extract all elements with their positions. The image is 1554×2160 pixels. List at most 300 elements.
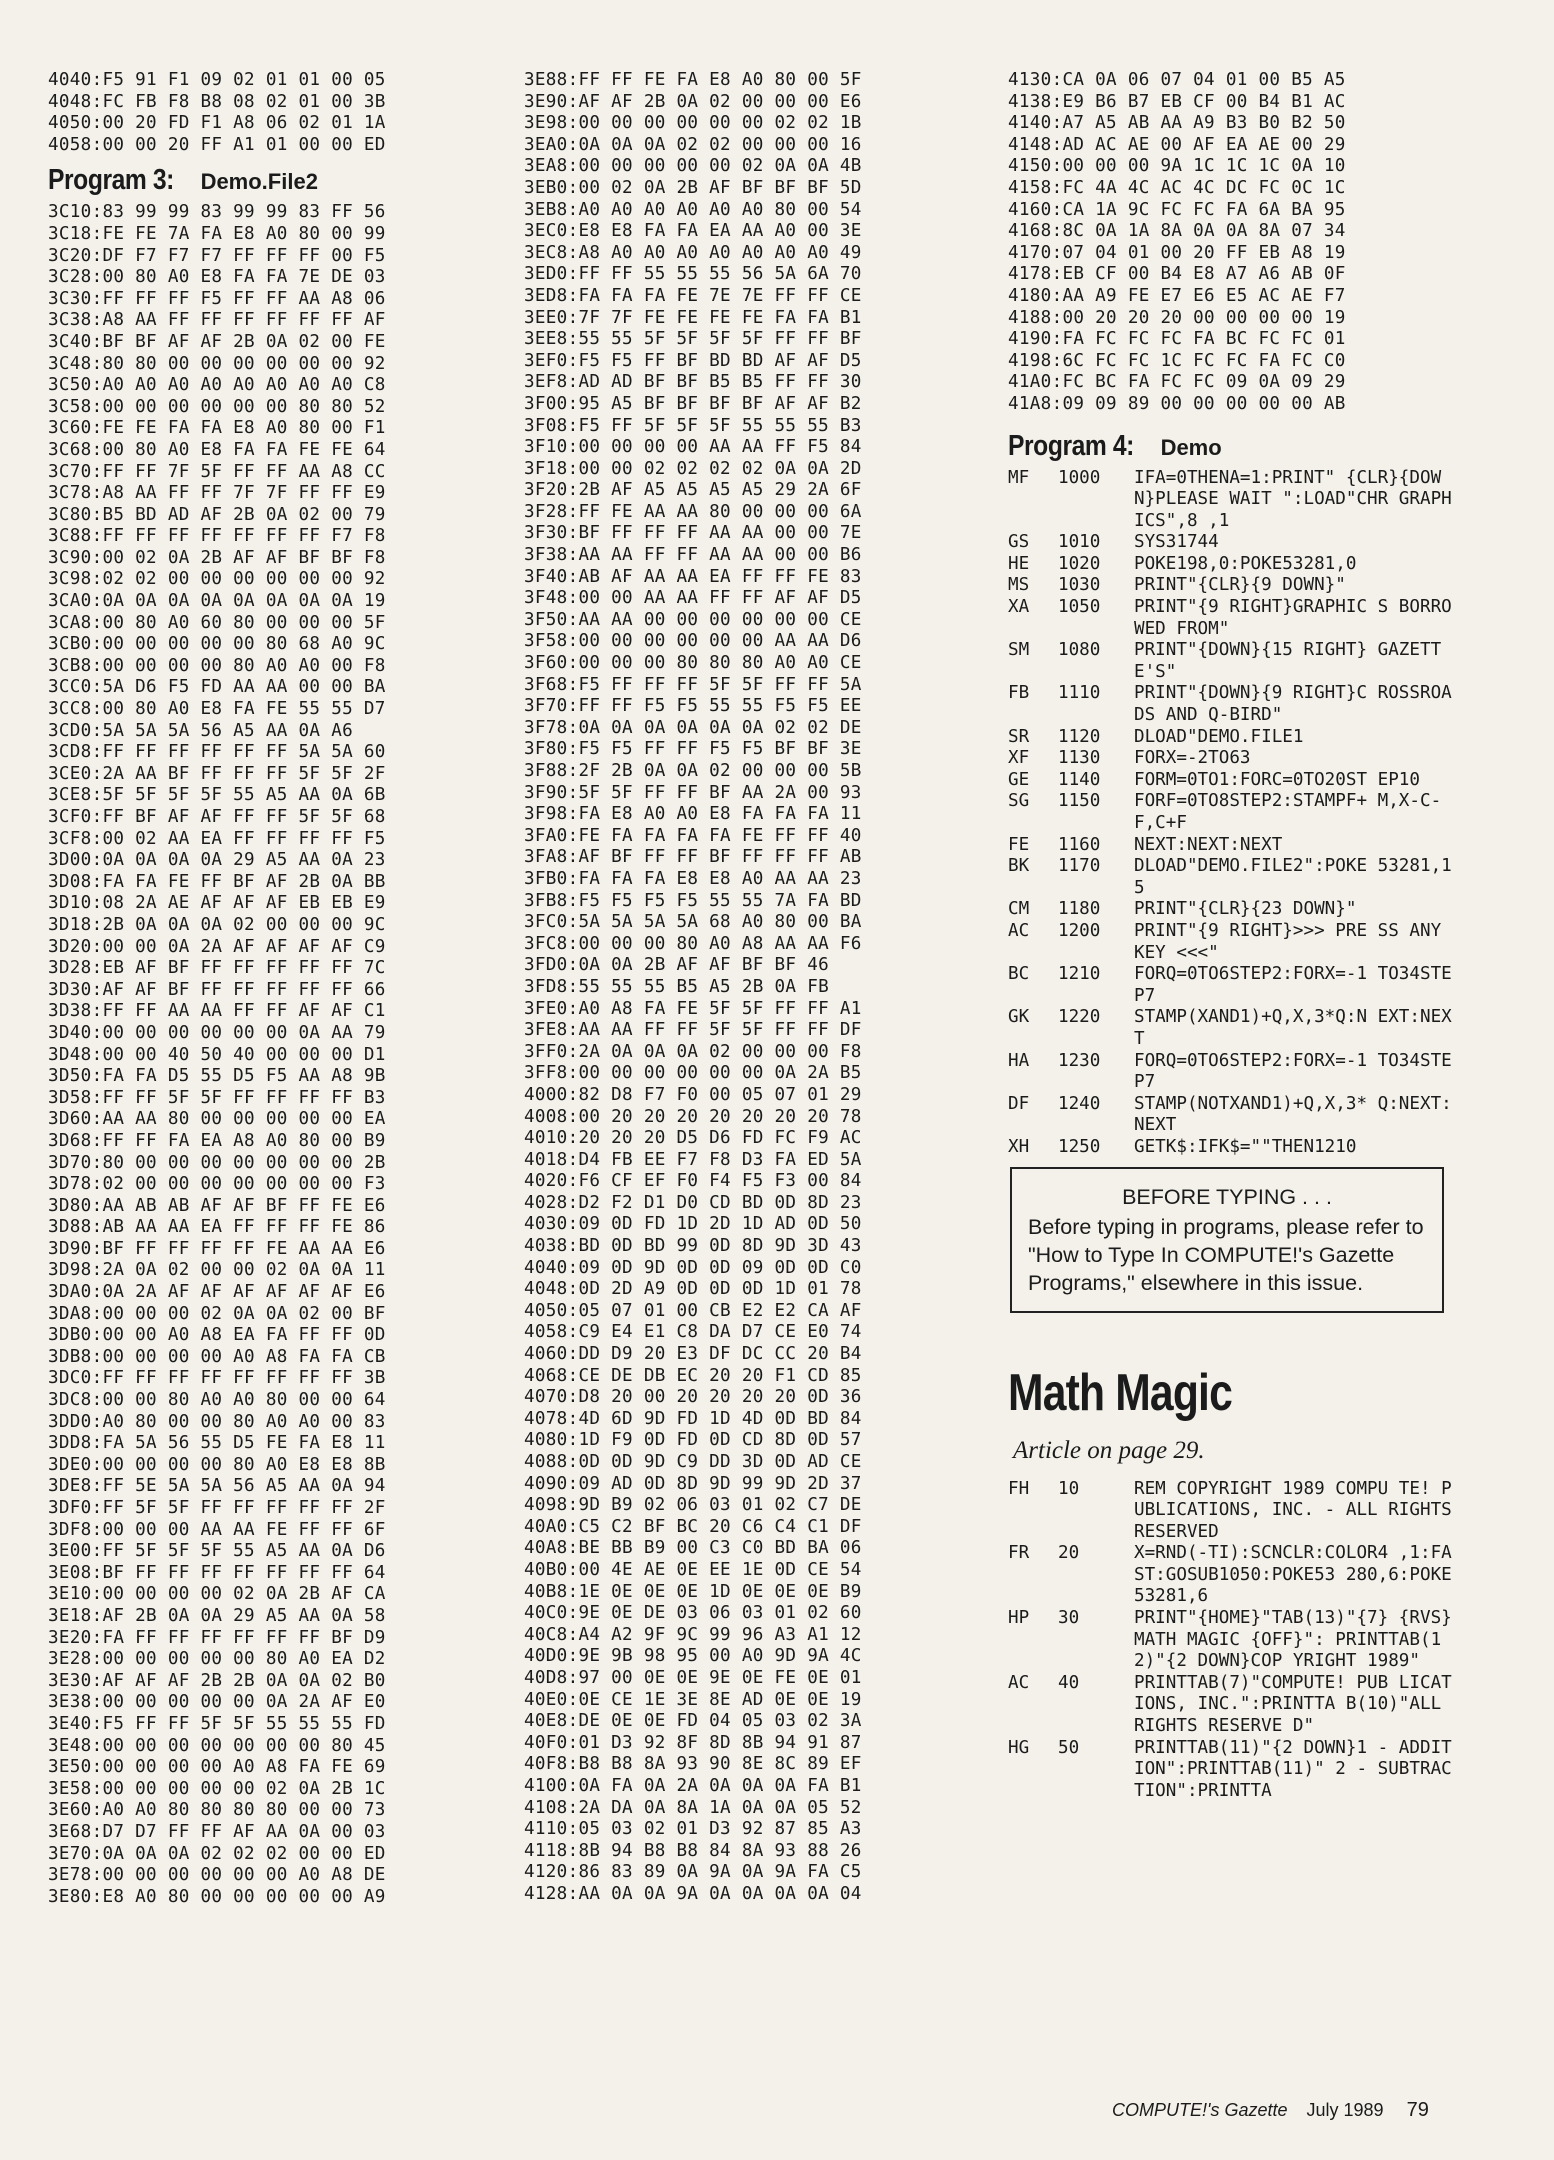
- hex-line: 40B0:00 4E AE 0E EE 1E 0D CE 54: [524, 1559, 862, 1580]
- program-line: [1008, 1673, 1458, 1738]
- hex-line: 3F10:00 00 00 00 AA AA FF F5 84: [524, 437, 862, 458]
- hex-line: 3F98:FA E8 A0 A0 E8 FA FA FA 11: [524, 804, 862, 825]
- hex-line: 3CA0:0A 0A 0A 0A 0A 0A 0A 0A 19: [48, 591, 386, 612]
- hex-line: 3E48:00 00 00 00 00 00 00 80 45: [48, 1735, 386, 1756]
- program-3-heading: [48, 162, 518, 198]
- math-magic-listing: [1008, 1478, 1463, 1803]
- checksum-code: CM: [1008, 899, 1030, 920]
- hex-line: 3F68:F5 FF FF FF 5F 5F FF FF 5A: [524, 674, 862, 695]
- hex-line: 3E38:00 00 00 00 00 0A 2A AF E0: [48, 1692, 386, 1713]
- hex-line: 3C10:83 99 99 83 99 99 83 FF 56: [48, 202, 386, 223]
- checksum-code: FE: [1008, 834, 1030, 855]
- hex-line: 40A8:BE BB B9 00 C3 C0 BD BA 06: [524, 1538, 862, 1559]
- line-text: PRINTTAB(7)"COMPUTE! PUB LICATIONS, INC.":PRINTTA B(10)"ALL RIGHTS RESERVE D": [1134, 1672, 1452, 1737]
- hex-line: 3FC8:00 00 00 80 A0 A8 AA AA F6: [524, 933, 862, 954]
- hex-line: 4048:0D 2D A9 0D 0D 0D 1D 01 78: [524, 1279, 862, 1300]
- program-line: [1008, 683, 1458, 726]
- program-line: [1008, 640, 1458, 683]
- checksum-code: HP: [1008, 1608, 1030, 1629]
- hex-line: 3D90:BF FF FF FF FF FE AA AA E6: [48, 1238, 386, 1259]
- line-text: PRINT"{CLR}{23 DOWN}": [1134, 899, 1357, 920]
- hex-line: 3E60:A0 A0 80 80 80 80 00 00 73: [48, 1800, 386, 1821]
- line-number: 20: [1058, 1543, 1080, 1564]
- program-line: [1008, 770, 1458, 792]
- hex-line: 40D8:97 00 0E 0E 9E 0E FE 0E 01: [524, 1667, 862, 1688]
- hex-line: 40E0:0E CE 1E 3E 8E AD 0E 0E 19: [524, 1689, 862, 1710]
- hex-line: 4140:A7 A5 AB AA A9 B3 B0 B2 50: [1008, 113, 1346, 134]
- hex-line: 4088:0D 0D 9D C9 DD 3D 0D AD CE: [524, 1452, 862, 1472]
- line-text: PRINT"{9 RIGHT}GRAPHIC S BORROWED FROM": [1134, 597, 1452, 639]
- hex-line: 3CB8:00 00 00 00 80 A0 A0 00 F8: [48, 655, 386, 676]
- hex-line: 3C68:00 80 A0 E8 FA FA FE FE 64: [48, 439, 386, 460]
- program-line: [1008, 468, 1458, 533]
- hex-line: 3D30:AF AF BF FF FF FF FF FF 66: [48, 979, 386, 1000]
- program-line: [1008, 1007, 1458, 1050]
- hex-line: 3E18:AF 2B 0A 0A 29 A5 AA 0A 58: [48, 1605, 386, 1626]
- hex-line: 3D68:FF FF FA EA A8 A0 80 00 B9: [48, 1130, 386, 1151]
- line-text: FORQ=0TO6STEP2:FORX=-1 TO34STEP7: [1134, 964, 1452, 1006]
- program-line: [1008, 964, 1458, 1007]
- hex-line: 3CD8:FF FF FF FF FF FF 5A 5A 60: [48, 742, 386, 763]
- hex-line: 3C78:A8 AA FF FF 7F 7F FF FF E9: [48, 483, 386, 504]
- column-1: [48, 70, 518, 1908]
- line-text: FORX=-2TO63: [1134, 748, 1251, 769]
- hex-line: 4130:CA 0A 06 07 04 01 00 B5 A5: [1008, 70, 1346, 90]
- checksum-code: MF: [1008, 467, 1030, 488]
- hex-line: 3D58:FF FF 5F 5F FF FF FF FF B3: [48, 1087, 386, 1108]
- program-4-heading: [1008, 428, 1458, 464]
- line-number: 1250: [1058, 1136, 1101, 1157]
- hex-line: 3CF8:00 02 AA EA FF FF FF FF F5: [48, 828, 386, 849]
- hex-line: 4028:D2 F2 D1 D0 CD BD 0D 8D 23: [524, 1192, 862, 1213]
- hex-line: 4058:00 00 20 FF A1 01 00 00 ED: [48, 134, 386, 155]
- hex-line: 3C40:BF BF AF AF 2B 0A 02 00 FE: [48, 331, 386, 352]
- hex-line: 3F80:F5 F5 FF FF F5 F5 BF BF 3E: [524, 739, 862, 760]
- hex-line: 3DD0:A0 80 00 00 80 A0 A0 00 83: [48, 1411, 386, 1432]
- line-number: 1140: [1058, 769, 1101, 790]
- hex-line: 4048:FC FB F8 B8 08 02 01 00 3B: [48, 91, 386, 112]
- checksum-code: SG: [1008, 791, 1030, 812]
- line-text: X=RND(-TI):SCNCLR:COLOR4 ,1:FAST:GOSUB1050:POKE53 280,6:POKE53281,6: [1134, 1543, 1452, 1607]
- hex-line: 4000:82 D8 F7 F0 00 05 07 01 29: [524, 1084, 862, 1105]
- checksum-code: GE: [1008, 769, 1030, 790]
- hex-line: 3E70:0A 0A 0A 02 02 02 00 00 ED: [48, 1843, 386, 1864]
- program-4-label: Program 4:: [1008, 429, 1134, 462]
- hex-line: 3C88:FF FF FF FF FF FF FF F7 F8: [48, 526, 386, 547]
- hex-line: 40C0:9E 0E DE 03 06 03 01 02 60: [524, 1603, 862, 1624]
- program-line: [1008, 748, 1458, 770]
- program-line: [1008, 1051, 1458, 1094]
- program-line: [1008, 1137, 1458, 1159]
- hex-line: 3F20:2B AF A5 A5 A5 A5 29 2A 6F: [524, 480, 862, 501]
- hex-line: 3FD0:0A 0A 2B AF AF BF BF 46: [524, 955, 829, 976]
- hex-line: 3D78:02 00 00 00 00 00 00 00 F3: [48, 1174, 386, 1195]
- hex-line: 4110:05 03 02 01 D3 92 87 85 A3: [524, 1819, 862, 1840]
- hex-line: 3FF8:00 00 00 00 00 00 0A 2A B5: [524, 1063, 862, 1084]
- line-text: GETK$:IFK$=""THEN1210: [1134, 1136, 1357, 1157]
- hex-line: 3EE0:7F 7F FE FE FE FE FA FA B1: [524, 307, 862, 328]
- hex-line: 4150:00 00 00 9A 1C 1C 1C 0A 10: [1008, 156, 1346, 177]
- program-line: [1008, 532, 1458, 554]
- program-line: [1008, 597, 1458, 640]
- hex-line: 4008:00 20 20 20 20 20 20 20 78: [524, 1106, 862, 1127]
- hex-line: 40C8:A4 A2 9F 9C 99 96 A3 A1 12: [524, 1624, 862, 1645]
- hex-line: 3CA8:00 80 A0 60 80 00 00 00 5F: [48, 612, 386, 633]
- hex-listing-continued: [524, 70, 1004, 1905]
- hex-line: 3E88:FF FF FE FA E8 A0 80 00 5F: [524, 70, 862, 90]
- checksum-code: HG: [1008, 1737, 1030, 1758]
- hex-line: 4068:CE DE DB EC 20 20 F1 CD 85: [524, 1365, 862, 1386]
- line-number: 1110: [1058, 683, 1101, 704]
- hex-line: 3F50:AA AA 00 00 00 00 00 00 CE: [524, 609, 862, 630]
- hex-line: 3F28:FF FE AA AA 80 00 00 00 6A: [524, 501, 862, 522]
- hex-line: 3E10:00 00 00 00 02 0A 2B AF CA: [48, 1584, 386, 1605]
- hex-line: 3DF0:FF 5F 5F FF FF FF FF FF 2F: [48, 1498, 386, 1518]
- line-number: 1030: [1058, 575, 1101, 596]
- program-3-name: Demo.File2: [200, 169, 318, 195]
- checksum-code: BC: [1008, 964, 1030, 985]
- hex-line: 3EA0:0A 0A 0A 02 02 00 00 00 16: [524, 134, 862, 155]
- hex-line: 3CE0:2A AA BF FF FF FF 5F 5F 2F: [48, 763, 386, 784]
- hex-line: 3DE8:FF 5E 5A 5A 56 A5 AA 0A 94: [48, 1476, 386, 1497]
- checksum-code: AC: [1008, 920, 1030, 941]
- line-text: IFA=0THENA=1:PRINT" {CLR}{DOWN}PLEASE WAIT ":LOAD"CHR GRAPHICS",8 ,1: [1134, 467, 1452, 531]
- line-text: DLOAD"DEMO.FILE1: [1134, 726, 1304, 747]
- hex-line: 3EC8:A8 A0 A0 A0 A0 A0 A0 A0 49: [524, 242, 862, 263]
- hex-line: 3E30:AF AF AF 2B 2B 0A 0A 02 B0: [48, 1670, 386, 1691]
- hex-line: 40A0:C5 C2 BF BC 20 C6 C4 C1 DF: [524, 1516, 862, 1537]
- hex-line: 3D40:00 00 00 00 00 00 0A AA 79: [48, 1022, 386, 1043]
- hex-line: 3FF0:2A 0A 0A 0A 02 00 00 00 F8: [524, 1041, 862, 1062]
- hex-line: 3F70:FF FF F5 F5 55 55 F5 F5 EE: [524, 696, 862, 717]
- hex-line: 3CC0:5A D6 F5 FD AA AA 00 00 BA: [48, 677, 386, 698]
- hex-line: 3DF8:00 00 00 AA AA FE FF FF 6F: [48, 1519, 386, 1540]
- hex-line: 3D00:0A 0A 0A 0A 29 A5 AA 0A 23: [48, 850, 386, 871]
- hex-line: 3C98:02 02 00 00 00 00 00 00 92: [48, 569, 386, 590]
- hex-line: 4138:E9 B6 B7 EB CF 00 B4 B1 AC: [1008, 91, 1346, 112]
- hex-line: 3D38:FF FF AA AA FF FF AF AF C1: [48, 1001, 386, 1022]
- line-number: 1240: [1058, 1093, 1101, 1114]
- line-number: 10: [1058, 1478, 1080, 1499]
- column-2: [524, 70, 1004, 1905]
- line-number: 1130: [1058, 748, 1101, 769]
- program-4-listing: [1008, 468, 1458, 1159]
- hex-line: 40F8:B8 B8 8A 93 90 8E 8C 89 EF: [524, 1754, 862, 1775]
- hex-line: 3EB0:00 02 0A 2B AF BF BF BF 5D: [524, 177, 862, 198]
- hex-line: 4050:05 07 01 00 CB E2 E2 CA AF: [524, 1300, 862, 1321]
- hex-line: 3FC0:5A 5A 5A 5A 68 A0 80 00 BA: [524, 912, 862, 933]
- line-text: STAMP(XAND1)+Q,X,3*Q:N EXT:NEXT: [1134, 1007, 1452, 1049]
- hex-line: 3FB0:FA FA FA E8 E8 A0 AA AA 23: [524, 868, 862, 889]
- line-number: 30: [1058, 1608, 1080, 1629]
- program-line: [1008, 835, 1458, 857]
- hex-line: 3C90:00 02 0A 2B AF AF BF BF F8: [48, 547, 386, 568]
- hex-listing-end: [1008, 70, 1458, 416]
- hex-line: 3C58:00 00 00 00 00 00 80 80 52: [48, 396, 386, 417]
- hex-line: 4010:20 20 20 D5 D6 FD FC F9 AC: [524, 1128, 862, 1149]
- line-number: 1150: [1058, 791, 1101, 812]
- program-line: [1008, 899, 1458, 921]
- hex-line: 3C38:A8 AA FF FF FF FF FF FF AF: [48, 310, 386, 331]
- line-number: 1210: [1058, 964, 1101, 985]
- hex-line: 3ED0:FF FF 55 55 55 56 5A 6A 70: [524, 264, 862, 285]
- hex-line: 3E78:00 00 00 00 00 00 A0 A8 DE: [48, 1865, 386, 1886]
- hex-line: 40E8:DE 0E 0E FD 04 05 03 02 3A: [524, 1711, 862, 1732]
- hex-line: 3E50:00 00 00 00 A0 A8 FA FE 69: [48, 1757, 386, 1778]
- line-text: PRINT"{DOWN}{9 RIGHT}C ROSSROADS AND Q-BIRD": [1134, 683, 1452, 726]
- line-text: NEXT:NEXT:NEXT: [1134, 834, 1283, 855]
- hex-line: 3FA8:AF BF FF FF BF FF FF FF AB: [524, 847, 862, 868]
- checksum-code: FB: [1008, 683, 1030, 704]
- program-line: [1008, 1094, 1458, 1137]
- checksum-code: MS: [1008, 575, 1030, 596]
- hex-line: 3EB8:A0 A0 A0 A0 A0 A0 80 00 54: [524, 199, 862, 220]
- notice-title: BEFORE TYPING . . .: [1122, 1184, 1332, 1209]
- hex-line: 4060:DD D9 20 E3 DF DC CC 20 B4: [524, 1344, 862, 1365]
- hex-line: 3FE0:A0 A8 FA FE 5F 5F FF FF A1: [524, 998, 862, 1019]
- line-number: 1200: [1058, 920, 1101, 941]
- line-number: 1230: [1058, 1050, 1101, 1071]
- hex-line: 3D20:00 00 0A 2A AF AF AF AF C9: [48, 936, 386, 957]
- publication-name: COMPUTE!'s Gazette: [1112, 2100, 1288, 2120]
- hex-line: 3E20:FA FF FF FF FF FF FF BF D9: [48, 1627, 386, 1648]
- hex-line: 3C80:B5 BD AD AF 2B 0A 02 00 79: [48, 504, 386, 525]
- line-number: 1050: [1058, 597, 1101, 618]
- hex-line: 3E68:D7 D7 FF FF AF AA 0A 00 03: [48, 1821, 386, 1842]
- checksum-code: SR: [1008, 726, 1030, 747]
- hex-line: 4038:BD 0D BD 99 0D 8D 9D 3D 43: [524, 1236, 862, 1257]
- hex-line: 3CE8:5F 5F 5F 5F 55 A5 AA 0A 6B: [48, 785, 386, 806]
- checksum-code: AC: [1008, 1672, 1030, 1693]
- hex-line: 3E28:00 00 00 00 00 80 A0 EA D2: [48, 1649, 386, 1670]
- checksum-code: GS: [1008, 532, 1030, 553]
- math-magic-title: Math Magic: [1008, 1363, 1232, 1422]
- line-number: 1120: [1058, 726, 1101, 747]
- notice-body: Before typing in programs, please refer to "How to Type In COMPUTE!'s Gazette Programs," elsewhere in this issue.: [1028, 1214, 1424, 1295]
- hex-line: 3CC8:00 80 A0 E8 FA FE 55 55 D7: [48, 699, 386, 720]
- hex-line: 40B8:1E 0E 0E 0E 1D 0E 0E 0E B9: [524, 1581, 862, 1602]
- checksum-code: SM: [1008, 640, 1030, 661]
- hex-line: 3CF0:FF BF AF AF FF FF 5F 5F 68: [48, 807, 386, 827]
- program-line: [1008, 791, 1458, 834]
- hex-line: 3F90:5F 5F FF FF BF AA 2A 00 93: [524, 782, 862, 803]
- hex-line: 3D10:08 2A AE AF AF AF EB EB E9: [48, 893, 386, 914]
- line-text: REM COPYRIGHT 1989 COMPU TE! PUBLICATIONS, INC. - ALL RIGHTS RESERVED: [1134, 1478, 1463, 1542]
- hex-line: 3F00:95 A5 BF BF BF BF AF AF B2: [524, 393, 862, 414]
- hex-line: 3D08:FA FA FE FF BF AF 2B 0A BB: [48, 871, 386, 892]
- hex-line: 3F48:00 00 AA AA FF FF AF AF D5: [524, 588, 862, 609]
- hex-line: 3ED8:FA FA FA FE 7E 7E FF FF CE: [524, 285, 862, 306]
- page-footer: [1112, 2099, 1429, 2122]
- line-text: PRINTTAB(11)"{2 DOWN}1 - ADDITION":PRINTTAB(11)" 2 - SUBTRACTION":PRINTTA: [1134, 1737, 1452, 1801]
- hex-line: 4160:CA 1A 9C FC FC FA 6A BA 95: [1008, 199, 1346, 220]
- line-number: 1010: [1058, 532, 1101, 553]
- hex-line: 3D98:2A 0A 02 00 00 02 0A 0A 11: [48, 1260, 386, 1281]
- hex-line: 4158:FC 4A 4C AC 4C DC FC 0C 1C: [1008, 177, 1346, 198]
- hex-line: 41A8:09 09 89 00 00 00 00 00 AB: [1008, 393, 1346, 414]
- hex-line: 3D70:80 00 00 00 00 00 00 00 2B: [48, 1152, 386, 1173]
- program-line: [1008, 856, 1458, 899]
- page-number: 79: [1406, 2099, 1429, 2121]
- checksum-code: HA: [1008, 1050, 1030, 1071]
- checksum-code: GK: [1008, 1007, 1030, 1028]
- hex-line: 3FD8:55 55 55 B5 A5 2B 0A FB: [524, 976, 829, 997]
- line-number: 1020: [1058, 553, 1101, 574]
- hex-line: 3C60:FE FE FA FA E8 A0 80 00 F1: [48, 418, 386, 439]
- hex-line: 4050:00 20 FD F1 A8 06 02 01 1A: [48, 113, 386, 134]
- hex-line: 3EA8:00 00 00 00 00 02 0A 0A 4B: [524, 156, 862, 177]
- program-line: [1008, 921, 1458, 964]
- program-line: [1008, 1608, 1463, 1673]
- hex-line: 40D0:9E 9B 98 95 00 A0 9D 9A 4C: [524, 1646, 862, 1667]
- hex-line: 3E08:BF FF FF FF FF FF FF FF 64: [48, 1562, 386, 1583]
- hex-line: 3F18:00 00 02 02 02 02 0A 0A 2D: [524, 458, 862, 479]
- program-line: [1008, 1543, 1458, 1608]
- program-line: [1008, 575, 1458, 597]
- hex-line: 3DC0:FF FF FF FF FF FF FF FF 3B: [48, 1368, 386, 1389]
- hex-line: 3E90:AF AF 2B 0A 02 00 00 00 E6: [524, 91, 862, 112]
- hex-line: 3FA0:FE FA FA FA FA FE FF FF 40: [524, 825, 862, 846]
- hex-line: 4058:C9 E4 E1 C8 DA D7 CE E0 74: [524, 1322, 862, 1343]
- hex-line: 3D60:AA AA 80 00 00 00 00 00 EA: [48, 1109, 386, 1130]
- hex-line: 3E00:FF 5F 5F 5F 55 A5 AA 0A D6: [48, 1541, 386, 1562]
- hex-line: 3EE8:55 55 5F 5F 5F 5F FF FF BF: [524, 329, 862, 350]
- hex-line: 4188:00 20 20 20 00 00 00 00 19: [1008, 307, 1346, 328]
- hex-line: 4020:F6 CF EF F0 F4 F5 F3 00 84: [524, 1171, 862, 1192]
- checksum-code: HE: [1008, 553, 1030, 574]
- hex-line: 4098:9D B9 02 06 03 01 02 C7 DE: [524, 1495, 862, 1516]
- hex-line: 3C70:FF FF 7F 5F FF FF AA A8 CC: [48, 461, 386, 482]
- line-number: 1180: [1058, 899, 1101, 920]
- hex-line: 3D28:EB AF BF FF FF FF FF FF 7C: [48, 958, 386, 979]
- hex-line: 3EF0:F5 F5 FF BF BD BD AF AF D5: [524, 350, 862, 371]
- hex-line: 4190:FA FC FC FC FA BC FC FC 01: [1008, 329, 1346, 350]
- checksum-code: DF: [1008, 1093, 1030, 1114]
- hex-line: 4198:6C FC FC 1C FC FC FA FC C0: [1008, 350, 1346, 371]
- hex-line: 4148:AD AC AE 00 AF EA AE 00 29: [1008, 134, 1346, 155]
- hex-line: 3DA8:00 00 00 02 0A 0A 02 00 BF: [48, 1303, 386, 1324]
- hex-line: 3F30:BF FF FF FF AA AA 00 00 7E: [524, 523, 862, 544]
- hex-line: 4040:09 0D 9D 0D 0D 09 0D 0D C0: [524, 1257, 862, 1278]
- checksum-code: FH: [1008, 1478, 1030, 1499]
- line-text: STAMP(NOTXAND1)+Q,X,3* Q:NEXT:NEXT: [1134, 1093, 1452, 1136]
- hex-line: 3D18:2B 0A 0A 0A 02 00 00 00 9C: [48, 914, 386, 935]
- program-4-name: Demo: [1160, 434, 1222, 460]
- hex-line: 3DB0:00 00 A0 A8 EA FA FF FF 0D: [48, 1325, 386, 1346]
- checksum-code: BK: [1008, 856, 1030, 877]
- hex-line: 4178:EB CF 00 B4 E8 A7 A6 AB 0F: [1008, 264, 1346, 285]
- hex-line: 3E40:F5 FF FF 5F 5F 55 55 55 FD: [48, 1713, 386, 1734]
- line-number: 1000: [1058, 467, 1101, 488]
- hex-line: 4120:86 83 89 0A 9A 0A 9A FA C5: [524, 1862, 862, 1883]
- hex-line: 4128:AA 0A 0A 9A 0A 0A 0A 0A 04: [524, 1883, 862, 1904]
- hex-line: 3DE0:00 00 00 00 80 A0 E8 E8 8B: [48, 1454, 386, 1475]
- program-line: [1008, 1478, 1463, 1544]
- hex-line: 3C50:A0 A0 A0 A0 A0 A0 A0 A0 C8: [48, 375, 386, 396]
- hex-line: 4040:F5 91 F1 09 02 01 01 00 05: [48, 70, 386, 90]
- hex-listing-top: [48, 70, 518, 156]
- line-text: FORF=0TO8STEP2:STAMPF+ M,X-C-F,C+F: [1134, 791, 1442, 833]
- hex-line: 3FE8:AA AA FF FF 5F 5F FF FF DF: [524, 1020, 862, 1041]
- line-number: 1080: [1058, 640, 1101, 661]
- line-text: FORQ=0TO6STEP2:FORX=-1 TO34STEP7: [1134, 1050, 1452, 1093]
- program-line: [1008, 727, 1458, 749]
- program-3-label: Program 3:: [48, 164, 174, 197]
- line-number: 1170: [1058, 856, 1101, 877]
- hex-line: 3F38:AA AA FF FF AA AA 00 00 B6: [524, 545, 862, 566]
- hex-line: 4118:8B 94 B8 B8 84 8A 93 88 26: [524, 1840, 862, 1861]
- hex-line: 3C18:FE FE 7A FA E8 A0 80 00 99: [48, 223, 386, 244]
- hex-line: 3DD8:FA 5A 56 55 D5 FE FA E8 11: [48, 1433, 386, 1454]
- hex-line: 3E58:00 00 00 00 00 02 0A 2B 1C: [48, 1778, 386, 1799]
- checksum-code: FR: [1008, 1543, 1030, 1564]
- hex-line: 3F88:2F 2B 0A 0A 02 00 00 00 5B: [524, 761, 862, 781]
- hex-line: 3E98:00 00 00 00 00 00 02 02 1B: [524, 113, 862, 134]
- line-text: DLOAD"DEMO.FILE2":POKE 53281,15: [1134, 856, 1452, 898]
- hex-line: 4018:D4 FB EE F7 F8 D3 FA ED 5A: [524, 1149, 862, 1170]
- line-number: 50: [1058, 1737, 1080, 1758]
- hex-line: 3DC8:00 00 80 A0 A0 80 00 00 64: [48, 1390, 386, 1411]
- checksum-code: XA: [1008, 597, 1030, 618]
- hex-line: 3C30:FF FF FF F5 FF FF AA A8 06: [48, 288, 386, 309]
- hex-line: 3CD0:5A 5A 5A 56 A5 AA 0A A6: [48, 720, 353, 741]
- hex-line: 4070:D8 20 00 20 20 20 20 0D 36: [524, 1387, 862, 1408]
- program-line: [1008, 1738, 1458, 1803]
- hex-line: 3EF8:AD AD BF BF B5 B5 FF FF 30: [524, 372, 862, 393]
- hex-line: 3C20:DF F7 F7 F7 FF FF FF 00 F5: [48, 245, 386, 266]
- checksum-code: XF: [1008, 748, 1030, 769]
- hex-line: 3DB8:00 00 00 00 A0 A8 FA FA CB: [48, 1346, 386, 1367]
- line-text: PRINT"{DOWN}{15 RIGHT} GAZETTE'S": [1134, 640, 1442, 682]
- hex-line: 3C28:00 80 A0 E8 FA FA 7E DE 03: [48, 267, 386, 288]
- line-number: 1160: [1058, 834, 1101, 855]
- line-number: 1220: [1058, 1007, 1101, 1028]
- hex-line: 4100:0A FA 0A 2A 0A 0A 0A FA B1: [524, 1775, 862, 1796]
- checksum-code: XH: [1008, 1136, 1030, 1157]
- hex-line: 4078:4D 6D 9D FD 1D 4D 0D BD 84: [524, 1408, 862, 1429]
- hex-line: 4180:AA A9 FE E7 E6 E5 AC AE F7: [1008, 285, 1346, 306]
- line-text: PRINT"{HOME}"TAB(13)"{7} {RVS} MATH MAGIC {OFF}": PRINTTAB(12)"{2 DOWN}COP YRIGHT 1989": [1134, 1608, 1463, 1672]
- hex-line: 3F60:00 00 00 80 80 80 A0 A0 CE: [524, 653, 862, 674]
- hex-line: 4108:2A DA 0A 8A 1A 0A 0A 05 52: [524, 1797, 862, 1818]
- hex-line: 3D50:FA FA D5 55 D5 F5 AA A8 9B: [48, 1066, 386, 1087]
- issue-date: July 1989: [1306, 2100, 1384, 2120]
- column-3: [1008, 70, 1463, 1802]
- math-magic-subtitle: Article on page 29.: [1013, 1436, 1205, 1464]
- hex-line: 3EC0:E8 E8 FA FA EA AA A0 00 3E: [524, 221, 862, 242]
- hex-line: 3CB0:00 00 00 00 00 80 68 A0 9C: [48, 634, 386, 655]
- hex-line: 3C48:80 80 00 00 00 00 00 00 92: [48, 353, 386, 374]
- line-text: FORM=0TO1:FORC=0TO20ST EP10: [1134, 769, 1420, 790]
- hex-line: 3F78:0A 0A 0A 0A 0A 0A 02 02 DE: [524, 717, 862, 738]
- hex-line: 3E80:E8 A0 80 00 00 00 00 00 A9: [48, 1886, 386, 1907]
- hex-line: 3D80:AA AB AB AF AF BF FF FE E6: [48, 1195, 386, 1216]
- hex-line: 3D48:00 00 40 50 40 00 00 00 D1: [48, 1044, 386, 1065]
- line-text: PRINT"{CLR}{9 DOWN}": [1134, 575, 1346, 596]
- hex-line: 4170:07 04 01 00 20 FF EB A8 19: [1008, 242, 1346, 263]
- hex-line: 40F0:01 D3 92 8F 8D 8B 94 91 87: [524, 1732, 862, 1753]
- hex-line: 4080:1D F9 0D FD 0D CD 8D 0D 57: [524, 1430, 862, 1451]
- line-text: PRINT"{9 RIGHT}>>> PRE SS ANY KEY <<<": [1134, 920, 1452, 963]
- hex-line: 3F40:AB AF AA AA EA FF FF FE 83: [524, 566, 862, 587]
- line-text: POKE198,0:POKE53281,0: [1134, 553, 1357, 574]
- line-text: SYS31744: [1134, 532, 1219, 553]
- hex-line: 3F58:00 00 00 00 00 00 AA AA D6: [524, 631, 862, 652]
- hex-line: 4168:8C 0A 1A 8A 0A 0A 8A 07 34: [1008, 221, 1346, 242]
- hex-line: 3DA0:0A 2A AF AF AF AF AF AF E6: [48, 1282, 386, 1303]
- hex-line: 4090:09 AD 0D 8D 9D 99 9D 2D 37: [524, 1473, 862, 1494]
- hex-line: 4030:09 0D FD 1D 2D 1D AD 0D 50: [524, 1214, 862, 1235]
